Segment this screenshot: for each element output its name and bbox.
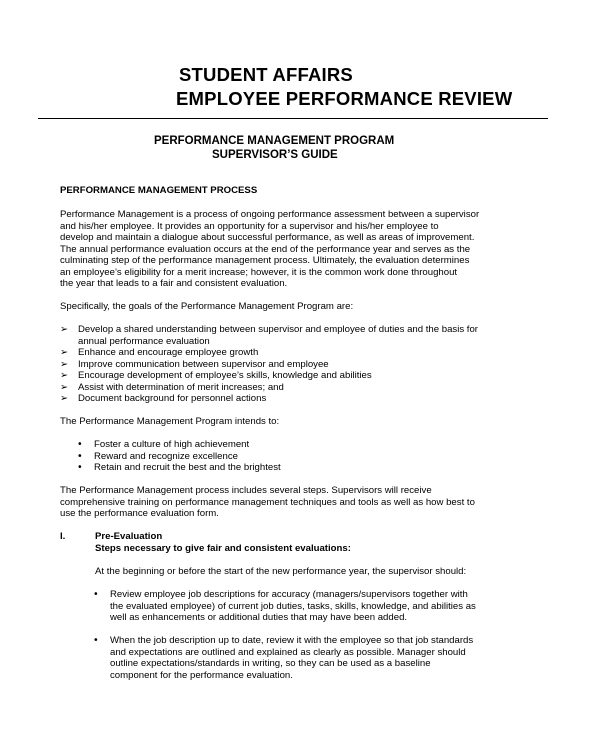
paragraph-line: comprehensive training on performance management techniques and tools as well as how best to [60, 496, 475, 508]
paragraph-line: Performance Management is a process of ongoing performance assessment between a supervisor [60, 209, 480, 220]
title-divider [38, 118, 548, 119]
list-item: Retain and recruit the best and the brightest [94, 462, 281, 473]
bullet-icon: • [77, 450, 83, 462]
list-item-continued: well as enhancements or additional duties that may have been added. [110, 612, 408, 623]
list-item-continued: the evaluated employee) of current job duties, tasks, skills, knowledge, and abilities as [110, 600, 476, 612]
bullet-icon: • [77, 439, 83, 450]
list-item-continued: annual performance evaluation [78, 335, 210, 347]
list-item: Encourage development of employee’s skills, knowledge and abilities [78, 370, 372, 381]
arrow-bullet-icon: ➢ [60, 358, 69, 370]
program-title: PERFORMANCE MANAGEMENT PROGRAM [154, 135, 395, 147]
list-item: When the job description up to date, review it with the employee so that job standards [110, 635, 474, 646]
paragraph-line: The annual performance evaluation occurs at the end of the performance year and serves as the [60, 243, 471, 255]
paragraph-line: culminating step of the performance management process. Ultimately, the evaluation determines [60, 255, 470, 266]
arrow-bullet-icon: ➢ [60, 381, 69, 393]
paragraph-line: an employee’s eligibility for a merit increase; however, it is the common work done throughout [60, 266, 458, 278]
arrow-bullet-icon: ➢ [60, 324, 69, 335]
pre-evaluation-intro: At the beginning or before the start of the new performance year, the supervisor should: [95, 566, 467, 577]
paragraph-line: The Performance Management process includes several steps. Supervisors will receive [60, 485, 432, 496]
bullet-icon: • [93, 635, 99, 646]
pre-evaluation-heading: Pre-Evaluation [95, 531, 163, 542]
list-item: Assist with determination of merit increases; and [78, 381, 284, 393]
goals-intro: Specifically, the goals of the Performance Management Program are: [60, 301, 354, 312]
bullet-icon: • [93, 589, 99, 600]
list-item-continued: component for the performance evaluation. [110, 669, 293, 681]
list-item: Foster a culture of high achievement [94, 439, 250, 450]
intends-intro: The Performance Management Program intends to: [60, 416, 280, 427]
list-item-continued: outline expectations/standards in writing, so they can be used as a baseline [110, 658, 431, 669]
arrow-bullet-icon: ➢ [60, 393, 69, 404]
guide-title: SUPERVISOR’S GUIDE [212, 149, 338, 161]
title-line-2: EMPLOYEE PERFORMANCE REVIEW [176, 88, 513, 109]
bullet-icon: • [77, 462, 83, 473]
list-item: Review employee job descriptions for accuracy (managers/supervisors together with [110, 589, 468, 600]
list-item: Document background for personnel actions [78, 393, 267, 404]
section-numeral: I. [60, 531, 66, 542]
list-item-continued: and expectations are outlined and explained as clearly as possible. Manager should [110, 646, 466, 658]
title-line-1: STUDENT AFFAIRS [179, 64, 353, 85]
list-item: Improve communication between supervisor and employee [78, 358, 329, 370]
list-item: Develop a shared understanding between supervisor and employee of duties and the basis for [78, 324, 478, 335]
paragraph-line: and his/her employee. It provides an opportunity for a supervisor and his/her employee to [60, 220, 439, 232]
paragraph-line: use the performance evaluation form. [60, 508, 219, 519]
arrow-bullet-icon: ➢ [60, 347, 69, 358]
list-item: Reward and recognize excellence [94, 450, 238, 462]
paragraph-line: develop and maintain a dialogue about successful performance, as well as areas of improvement. [60, 232, 475, 243]
list-item: Enhance and encourage employee growth [78, 347, 259, 358]
pre-evaluation-subheading: Steps necessary to give fair and consistent evaluations: [95, 543, 351, 554]
arrow-bullet-icon: ➢ [60, 370, 69, 381]
process-heading: PERFORMANCE MANAGEMENT PROCESS [60, 185, 258, 196]
paragraph-line: the year that leads to a fair and consistent evaluation. [60, 278, 288, 289]
